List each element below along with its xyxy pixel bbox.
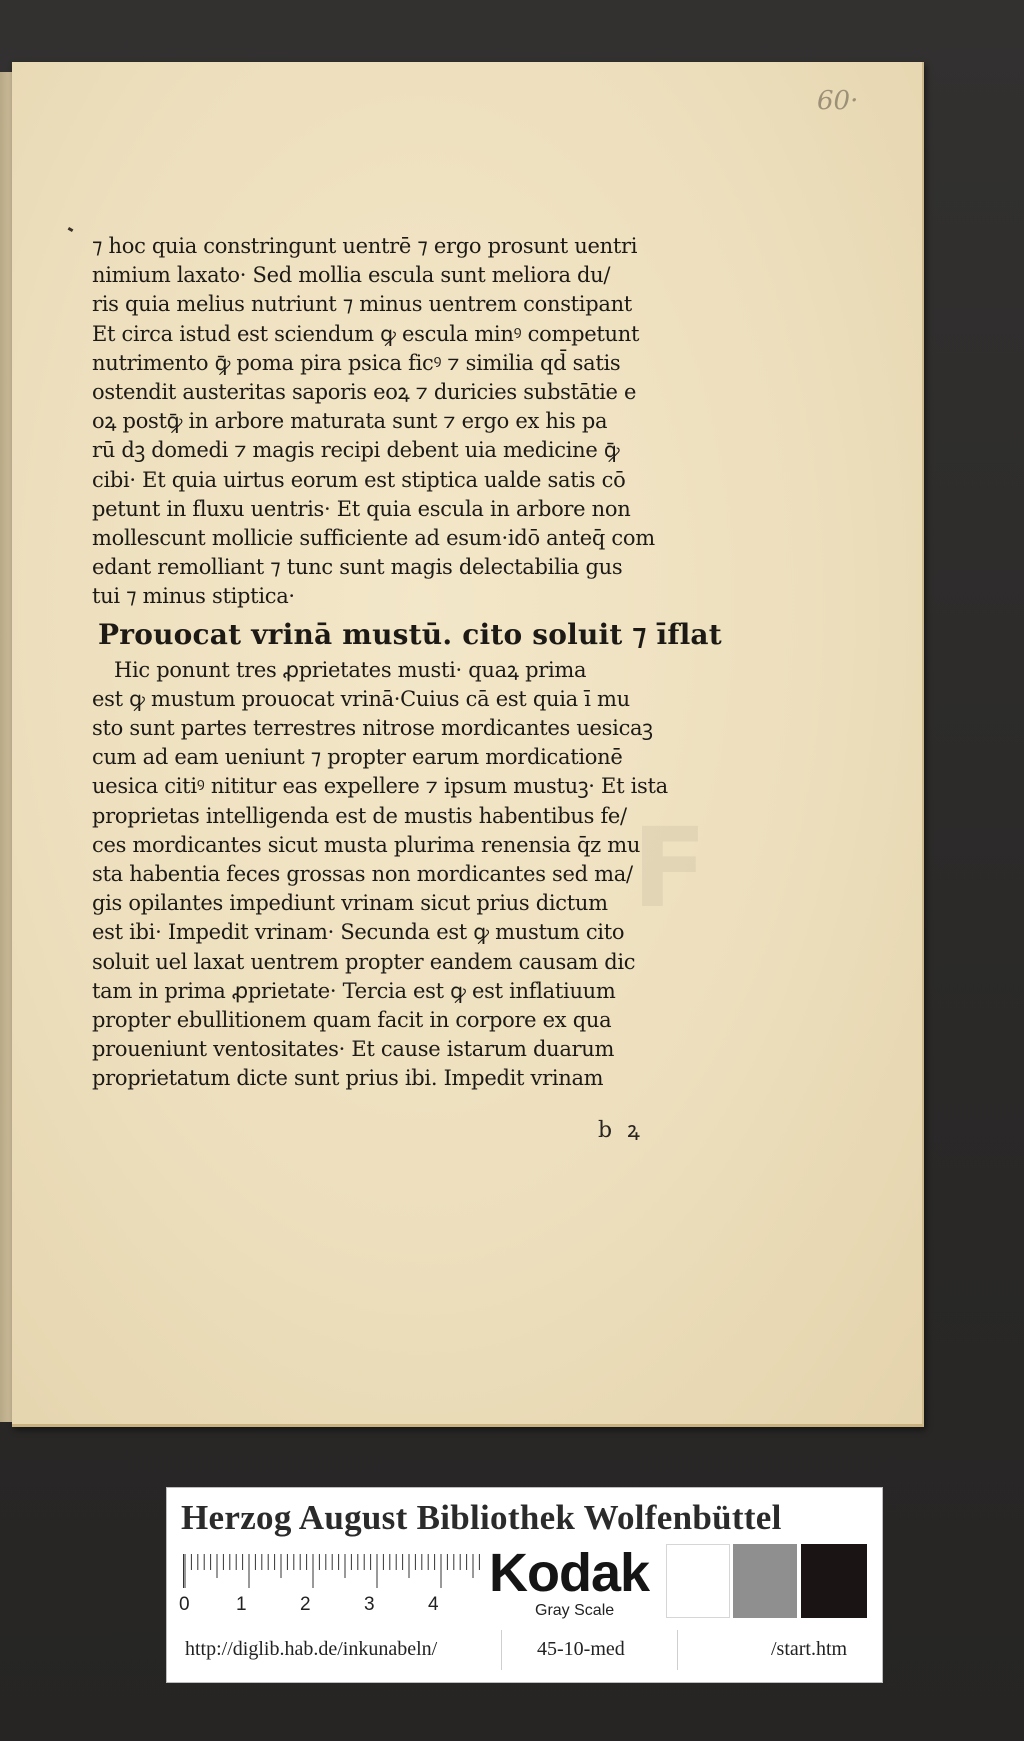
text-line: ris quia melius nutriunt ⁊ minus uentrem constipant <box>92 292 632 317</box>
text-line: tui ⁊ minus stiptica· <box>92 584 295 609</box>
ruler-number: 2 <box>300 1594 311 1615</box>
text-line: edant remolliant ⁊ tunc sunt magis delectabilia gus <box>92 555 623 580</box>
ruler-number: 1 <box>236 1594 247 1615</box>
divider <box>677 1630 678 1670</box>
text-line: nimium laxato· Sed mollia escula sunt meliora du/ <box>92 263 611 288</box>
measurement-ruler <box>183 1554 480 1588</box>
text-line: gis opilantes impediunt vrinam sicut prius dictum <box>92 891 608 916</box>
ruler-number: 4 <box>428 1594 439 1615</box>
text-line: proueniunt ventositates· Et cause istarum duarum <box>92 1037 615 1062</box>
text-line: petunt in fluxu uentris· Et quia escula in arbore non <box>92 496 631 521</box>
text-line: proprietas intelligenda est de mustis habentibus fe/ <box>92 803 627 828</box>
url-prefix: http://diglib.hab.de/inkunabeln/ <box>185 1638 438 1660</box>
folio-number: 60· <box>817 86 859 116</box>
text-line: soluit uel laxat uentrem propter eandem causam dic <box>92 949 636 974</box>
text-line: cibi· Et quia uirtus eorum est stiptica ualde satis cō <box>92 467 626 492</box>
text-line: oꝝ postꝙ̄ in arbore maturata sunt ⁊ ergo ex his pa <box>92 409 608 434</box>
divider <box>501 1630 502 1670</box>
section-heading: Prouocat vrinā mustū. cito soluit ⁊ īflat <box>98 617 722 651</box>
text-line: mollescunt mollicie sufficiente ad esum·idō anteq̄ com <box>92 526 655 551</box>
shelfmark: 45-10-med <box>537 1638 625 1660</box>
white-swatch <box>666 1544 730 1618</box>
text-line: sto sunt partes terrestres nitrose mordicantes uesicaꝫ <box>92 716 653 741</box>
text-line: ostendit austeritas saporis eoꝝ ⁊ duricies substātie e <box>92 380 637 405</box>
text-line: est ꝙ mustum prouocat vrinā·Cuius cā est quia ī mu <box>92 686 630 711</box>
black-swatch <box>801 1544 867 1618</box>
text-line: propter ebullitionem quam facit in corpore ex qua <box>92 1008 612 1033</box>
ruler-number: 3 <box>364 1594 375 1615</box>
kodak-logo: Kodak <box>489 1543 650 1603</box>
color-calibration-target <box>166 1487 883 1683</box>
text-line: Et circa istud est sciendum ꝙ escula minꝰ competunt <box>92 321 640 346</box>
signature-mark: b ꝝ <box>598 1118 644 1143</box>
text-line: ⁊ hoc quia constringunt uentrē ⁊ ergo prosunt uentri <box>92 234 638 258</box>
text-line: tam in prima ꝓprietate· Tercia est ꝙ est inflatiuum <box>92 978 616 1003</box>
text-line: proprietatum dicte sunt prius ibi. Impedit vrinam <box>92 1066 604 1091</box>
url-suffix: /start.htm <box>771 1638 848 1660</box>
text-line: uesica citiꝰ nititur eas expellere ⁊ ipsum mustuꝫ· Et ista <box>92 774 668 799</box>
text-line: Hic ponunt tres ꝓprietates musti· quaꝝ prima <box>114 657 587 682</box>
library-name: Herzog August Bibliothek Wolfenbüttel <box>181 1498 782 1537</box>
text-line: cum ad eam ueniunt ⁊ propter earum mordicationē <box>92 745 623 770</box>
text-line: sta habentia feces grossas non mordicantes sed ma/ <box>92 862 633 887</box>
gray-scale-label: Gray Scale <box>535 1602 615 1619</box>
text-line: rū dꝫ domedi ⁊ magis recipi debent uia medicine ꝙ̄ <box>92 438 620 463</box>
page-text <box>92 232 722 1094</box>
text-line: est ibi· Impedit vrinam· Secunda est ꝙ mustum cito <box>92 920 625 945</box>
ruler-ticks <box>184 1554 480 1588</box>
faint-watermark: F <box>632 804 708 932</box>
gray-swatch <box>733 1544 797 1618</box>
text-line: nutrimento ꝙ̄ poma pira psica ficꝰ ⁊ similia qd̄ satis <box>92 350 621 375</box>
ruler-number: 0 <box>179 1594 190 1615</box>
text-line: ces mordicantes sicut musta plurima renensia q̄z mu <box>92 832 641 857</box>
